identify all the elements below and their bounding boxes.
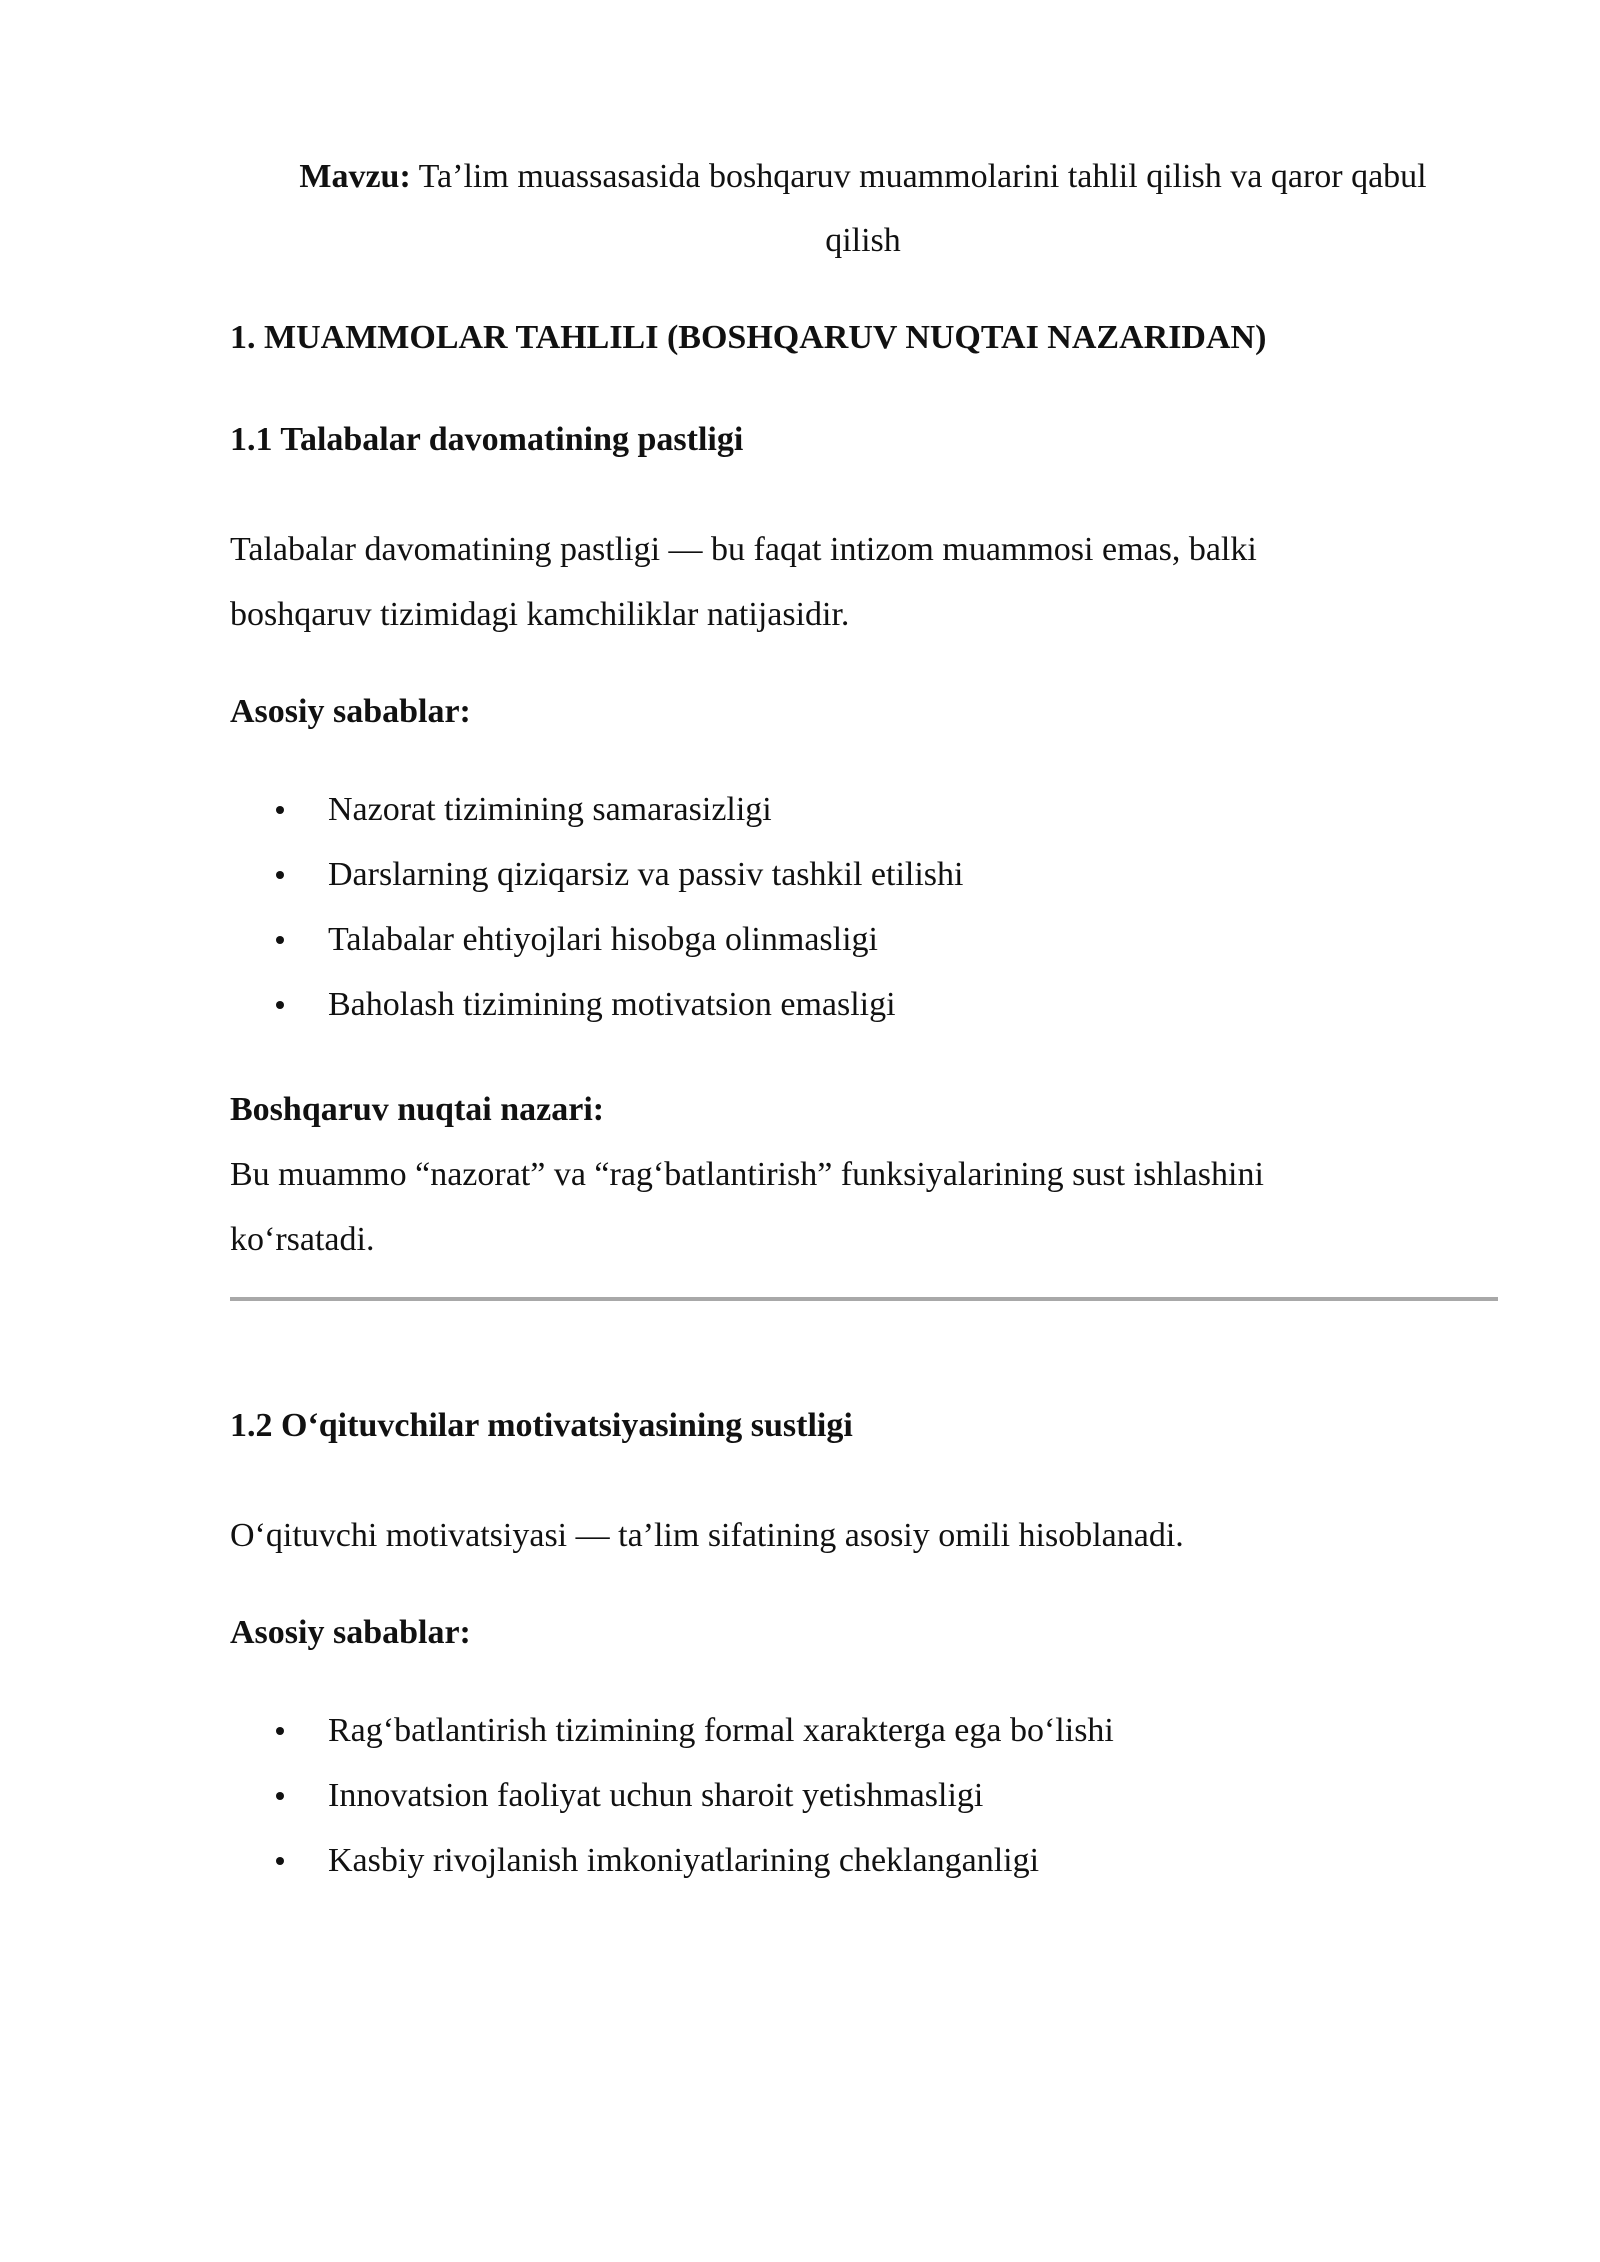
- subsection-heading-1-1: 1.1 Talabalar davomatining pastligi: [230, 421, 744, 458]
- bullet-icon: [276, 1727, 284, 1735]
- paragraph-intro-1-2: O‘qituvchi motivatsiyasi — ta’lim sifatining asosiy omili hisoblanadi.: [230, 1517, 1184, 1554]
- management-view-label: Boshqaruv nuqtai nazari:: [230, 1091, 605, 1128]
- list-item-text: Nazorat tizimining samarasizligi: [328, 791, 772, 828]
- list-item: [230, 1828, 1496, 1893]
- list-item: [230, 777, 1496, 842]
- title-text-line1: Ta’lim muassasasida boshqaruv muammolarini tahlil qilish va qaror qabul: [410, 158, 1427, 195]
- list-item: [230, 842, 1496, 907]
- list-item-text: Rag‘batlantirish tizimining formal xarakterga ega bo‘lishi: [328, 1712, 1114, 1749]
- list-item: [230, 1763, 1496, 1828]
- bullet-icon: [276, 806, 284, 814]
- document-title: [230, 145, 1496, 273]
- bullet-icon: [276, 1001, 284, 1009]
- bullet-icon: [276, 871, 284, 879]
- list-item-text: Darslarning qiziqarsiz va passiv tashkil etilishi: [328, 856, 964, 893]
- subsection-heading-1-2: 1.2 O‘qituvchilar motivatsiyasining sustligi: [230, 1407, 853, 1444]
- paragraph-line: boshqaruv tizimidagi kamchiliklar natijasidir.: [230, 596, 850, 633]
- reasons-list-1-1: [230, 777, 1496, 1037]
- management-view-paragraph: [230, 1142, 1496, 1272]
- document-page: [230, 145, 1496, 1933]
- reasons-label-1-2: Asosiy sabablar:: [230, 1614, 471, 1651]
- bullet-icon: [276, 1857, 284, 1865]
- bullet-icon: [276, 936, 284, 944]
- paragraph-line: ko‘rsatadi.: [230, 1221, 375, 1258]
- horizontal-divider: [230, 1297, 1498, 1301]
- list-item: [230, 1698, 1496, 1763]
- section-heading: 1. MUAMMOLAR TAHLILI (BOSHQARUV NUQTAI NAZARIDAN): [230, 319, 1267, 356]
- bullet-icon: [276, 1792, 284, 1800]
- reasons-list-1-2: [230, 1698, 1496, 1893]
- title-text-line2: qilish: [825, 222, 901, 259]
- list-item: [230, 972, 1496, 1037]
- list-item-text: Baholash tizimining motivatsion emasligi: [328, 986, 896, 1023]
- title-label: Mavzu:: [299, 158, 411, 195]
- reasons-label-1-1: Asosiy sabablar:: [230, 693, 471, 730]
- list-item-text: Innovatsion faoliyat uchun sharoit yetishmasligi: [328, 1777, 984, 1814]
- paragraph-line: Bu muammo “nazorat” va “rag‘batlantirish” funksiyalarining sust ishlashini: [230, 1156, 1264, 1193]
- list-item: [230, 907, 1496, 972]
- paragraph-intro-1-1: [230, 517, 1496, 647]
- list-item-text: Talabalar ehtiyojlari hisobga olinmasligi: [328, 921, 878, 958]
- list-item-text: Kasbiy rivojlanish imkoniyatlarining cheklanganligi: [328, 1842, 1040, 1879]
- paragraph-line: Talabalar davomatining pastligi — bu faqat intizom muammosi emas, balki: [230, 531, 1257, 568]
